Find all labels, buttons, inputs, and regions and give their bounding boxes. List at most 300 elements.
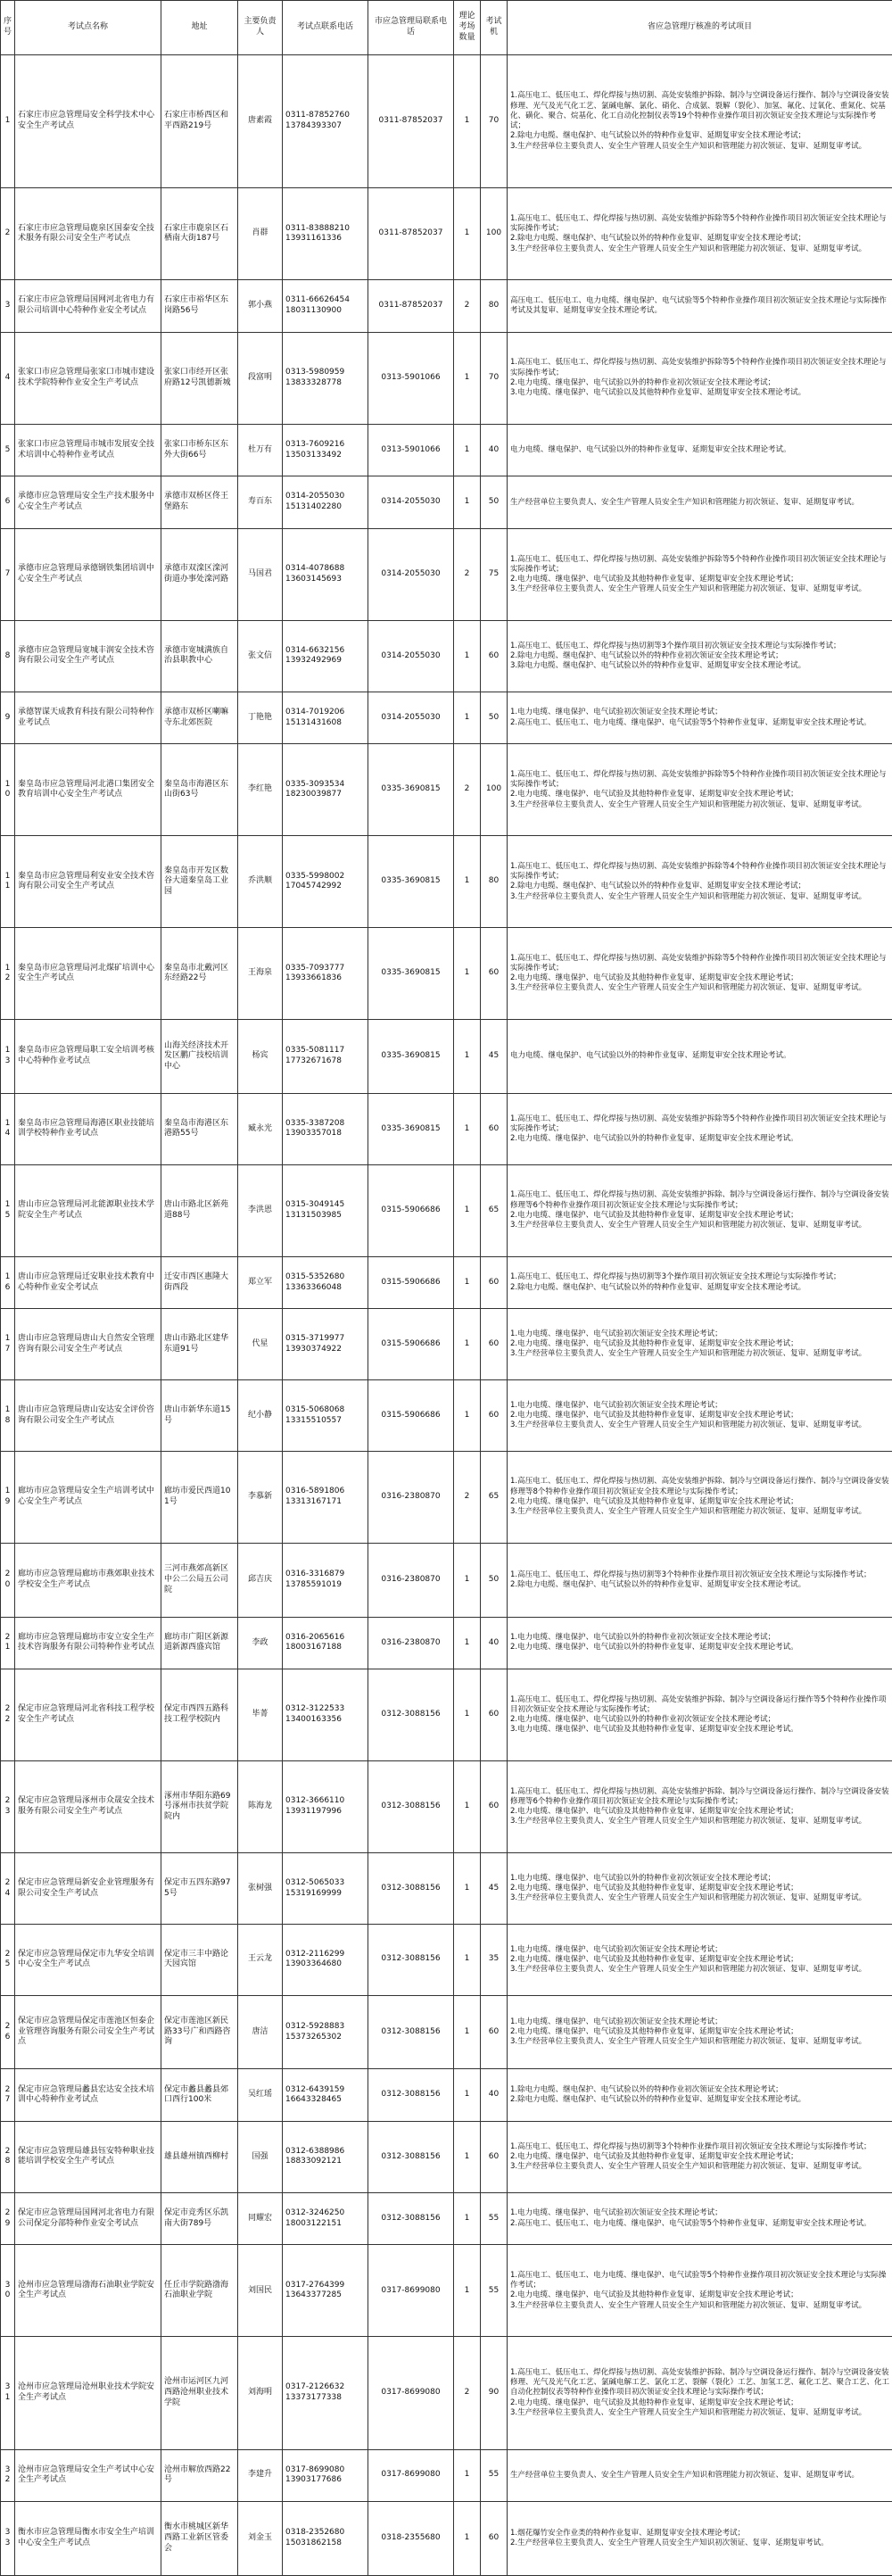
cell-person: 吴红瑶 <box>238 2069 283 2122</box>
cell-pc-count: 65 <box>481 1164 508 1256</box>
cell-city-phone: 0317-8699080 <box>368 2449 454 2502</box>
cell-person: 李建升 <box>238 2449 283 2502</box>
cell-site-name: 秦皇岛市应急管理局河北煤矿培训中心安全生产考试点 <box>15 928 161 1020</box>
cell-no: 30 <box>1 2245 15 2337</box>
cell-exam-items: 生产经营单位主要负责人、安全生产管理人员安全生产知识和管理能力初次领证、复审、延期复审考试。 <box>508 476 892 529</box>
cell-room-count: 2 <box>454 744 481 836</box>
cell-site-name: 石家庄市应急管理局国网河北省电力有限公司培训中心特种作业安全考试点 <box>15 280 161 333</box>
cell-person: 唐洁 <box>238 1995 283 2069</box>
table-body <box>1 55 892 2576</box>
table-row <box>1 2245 892 2337</box>
cell-person: 马国君 <box>238 528 283 620</box>
table-row <box>1 1995 892 2069</box>
cell-no: 20 <box>1 1543 15 1617</box>
cell-room-count: 1 <box>454 424 481 476</box>
cell-pc-count: 75 <box>481 528 508 620</box>
cell-pc-count: 55 <box>481 2245 508 2337</box>
table-row <box>1 1669 892 1761</box>
cell-exam-items: 电力电缆、继电保护、电气试验以外的特种作业复审、延期复审安全技术理论考试。 <box>508 1020 892 1094</box>
cell-city-phone: 0316-2380870 <box>368 1543 454 1617</box>
cell-room-count: 1 <box>454 1995 481 2069</box>
cell-pc-count: 45 <box>481 1020 508 1094</box>
header-site-name: 考试点名称 <box>15 1 161 55</box>
cell-exam-items: 1.电力电缆、继电保护、电气试验初次领证安全技术理论考试； 2.电力电缆、继电保护、电气试验及其他特种作业复审、延期复审安全技术理论考试； 3.生产经营单位主要负责人、安全生产管理人员安全生产知识和管理能力初次领证、复审、延期复审考试。 <box>508 1995 892 2069</box>
cell-room-count: 1 <box>454 1669 481 1761</box>
cell-city-phone: 0314-2055030 <box>368 692 454 744</box>
cell-pc-count: 50 <box>481 476 508 529</box>
cell-site-phone: 0314-6632156 13932492969 <box>283 620 368 692</box>
cell-person: 杜万有 <box>238 424 283 476</box>
cell-city-phone: 0312-3088156 <box>368 1761 454 1853</box>
cell-pc-count: 35 <box>481 1924 508 1995</box>
cell-person: 刘国民 <box>238 2245 283 2337</box>
cell-site-name: 保定市应急管理局雄县钰安特种职业技能培训学校安全生产考试点 <box>15 2122 161 2193</box>
cell-site-phone: 0311-66626454 18031130900 <box>283 280 368 333</box>
cell-city-phone: 0317-8699080 <box>368 2245 454 2337</box>
cell-person: 刘海明 <box>238 2337 283 2449</box>
cell-exam-items: 1.烟花爆竹安全作业类的特种作业复审、延期复审安全技术理论考试； 2.生产经营单位主要负责人、安全生产管理人员安全生产知识初次领证、复审、延期复审考试。 <box>508 2502 892 2576</box>
header-exam-items: 省应急管理厅核准的考试项目 <box>508 1 892 55</box>
cell-site-name: 秦皇岛市应急管理局海港区职业技能培训学校特种作业考试点 <box>15 1093 161 1164</box>
cell-no: 2 <box>1 188 15 280</box>
table-row <box>1 2337 892 2449</box>
cell-site-phone: 0312-3246250 18003122151 <box>283 2192 368 2245</box>
cell-site-name: 承德市应急管理局承德钢铁集团培训中心安全生产考试点 <box>15 528 161 620</box>
cell-room-count: 1 <box>454 928 481 1020</box>
cell-pc-count: 55 <box>481 2192 508 2245</box>
cell-exam-items: 1.电力电缆、继电保护、电气试验初次领证安全技术理论考试； 2.电力电缆、继电保护、电气试验及其他特种作业复审、延期复审安全技术理论考试； 3.生产经营单位主要负责人、安全生产管理人员安全生产知识和管理能力初次领证、复审、延期复审考试。 <box>508 1309 892 1380</box>
table-row <box>1 836 892 928</box>
cell-address: 张家口市桥东区东外大街66号 <box>161 424 238 476</box>
table-row <box>1 188 892 280</box>
cell-room-count: 1 <box>454 188 481 280</box>
cell-exam-items: 1.高压电工、低压电工、焊化焊接与热切割等3个特种作业操作项目初次领证安全技术理论与实际操作考试； 2.电力电缆、继电保护、电气试验及其他特种作业复审、延期复审安全技术理论考试； 3.生产经营单位主要负责人、安全生产管理人员安全生产知识和管理能力初次领证、复审、延期复审考试。 <box>508 2122 892 2193</box>
cell-no: 16 <box>1 1256 15 1309</box>
cell-person: 邱吉庆 <box>238 1543 283 1617</box>
cell-site-phone: 0314-4078688 13603145693 <box>283 528 368 620</box>
cell-exam-items: 1.高压电工、低压电工、焊化焊接与热切割等3个操作项目初次领证安全技术理论与实际操作考试； 2.除电力电缆、继电保护、电气试验以外的特种作业复审、延期复审安全技术理论考试。 <box>508 1256 892 1309</box>
cell-site-name: 保定市应急管理局蠡县宏达安全技术培训中心特种作业考试点 <box>15 2069 161 2122</box>
cell-site-phone: 0316-3316879 13785591019 <box>283 1543 368 1617</box>
header-person: 主要负责人 <box>238 1 283 55</box>
cell-exam-items: 1.高压电工、低压电工、焊化焊接与热切割、高处安装维护拆除等5个特种作业操作项目初次领证安全技术理论与实际操作考试； 2.电力电缆、继电保护、电气试验及其他特种作业复审、延期复审安全技术理论考试； 3.生产经营单位主要负责人、安全生产管理人员安全生产知识和管理能力初次领证、复审、延期复审考试。 <box>508 528 892 620</box>
cell-person: 肖群 <box>238 188 283 280</box>
cell-city-phone: 0314-2055030 <box>368 476 454 529</box>
cell-city-phone: 0312-3088156 <box>368 1995 454 2069</box>
cell-site-phone: 0317-2764399 13643377285 <box>283 2245 368 2337</box>
cell-no: 15 <box>1 1164 15 1256</box>
cell-site-name: 承德智谋天成教育科技有限公司特种作业考试点 <box>15 692 161 744</box>
cell-site-phone: 0317-2126632 13373177338 <box>283 2337 368 2449</box>
cell-room-count: 1 <box>454 55 481 188</box>
cell-pc-count: 55 <box>481 2449 508 2502</box>
cell-person: 刘金玉 <box>238 2502 283 2576</box>
cell-person: 毕菁 <box>238 1669 283 1761</box>
table-row <box>1 1164 892 1256</box>
cell-address: 保定市三丰中路论天园宾馆 <box>161 1924 238 1995</box>
cell-pc-count: 100 <box>481 188 508 280</box>
cell-pc-count: 60 <box>481 1761 508 1853</box>
cell-person: 杨宾 <box>238 1020 283 1094</box>
cell-no: 6 <box>1 476 15 529</box>
table-row <box>1 1761 892 1853</box>
cell-city-phone: 0335-3690815 <box>368 1020 454 1094</box>
cell-pc-count: 60 <box>481 1669 508 1761</box>
table-row <box>1 1853 892 1925</box>
cell-site-name: 保定市应急管理局国网河北省电力有限公司保定分部特种作业安全考试点 <box>15 2192 161 2245</box>
cell-no: 3 <box>1 280 15 333</box>
cell-pc-count: 70 <box>481 332 508 424</box>
cell-exam-items: 1.高压电工、低压电工、焊化焊接与热切割、高处安装维护拆除等5个特种作业操作项目初次领证安全技术理论与实际操作考试； 2.电力电缆、继电保护、电气试验以外的特种作业复审、延期复审安全技术理论考试。 <box>508 1093 892 1164</box>
cell-room-count: 1 <box>454 1309 481 1380</box>
cell-pc-count: 60 <box>481 2122 508 2193</box>
cell-room-count: 2 <box>454 1451 481 1543</box>
cell-address: 石家庄市鹿泉区石栖南大街187号 <box>161 188 238 280</box>
cell-address: 唐山市新华东道15号 <box>161 1380 238 1452</box>
cell-pc-count: 60 <box>481 2502 508 2576</box>
cell-address: 涿州市华阳东路69号涿州市扶贫学院院内 <box>161 1761 238 1853</box>
cell-no: 7 <box>1 528 15 620</box>
cell-pc-count: 60 <box>481 928 508 1020</box>
cell-room-count: 1 <box>454 2122 481 2193</box>
cell-site-phone: 0313-7609216 13503133492 <box>283 424 368 476</box>
cell-no: 31 <box>1 2337 15 2449</box>
cell-no: 26 <box>1 1995 15 2069</box>
cell-site-name: 张家口市应急管理局市城市发展安全技术培训中心特种作业考试点 <box>15 424 161 476</box>
cell-room-count: 2 <box>454 280 481 333</box>
cell-exam-items: 1.高压电工、低压电工、焊化焊接与热切割、高处安装维护拆除等5个特种作业操作项目初次领证安全技术理论与实际操作考试； 2.电力电缆、继电保护、电气试验及其他特种作业复审、延期复审安全技术理论考试； 3.生产经营单位主要负责人、安全生产管理人员安全生产知识和管理能力初次领证、复审、延期复审考试。 <box>508 744 892 836</box>
cell-room-count: 1 <box>454 1020 481 1094</box>
table-row <box>1 424 892 476</box>
cell-room-count: 1 <box>454 1256 481 1309</box>
cell-person: 段富明 <box>238 332 283 424</box>
table-row <box>1 476 892 529</box>
cell-city-phone: 0313-5901066 <box>368 332 454 424</box>
cell-site-phone: 0312-5928883 15373265302 <box>283 1995 368 2069</box>
cell-exam-items: 1.高压电工、低压电工、电力电缆、继电保护、电气试验等5个特种作业操作项目初次领证安全技术理论与实际操作考试； 2.电力电缆、继电保护、电气试验及其他特种作业复审、延期复审安全技术理论考试； 3.生产经营单位主要负责人、安全生产管理人员安全生产知识和管理能力初次领证、复审、延期复审考试。 <box>508 2245 892 2337</box>
cell-site-name: 秦皇岛市应急管理局职工安全培训考核中心特种作业考试点 <box>15 1020 161 1094</box>
cell-address: 廊坊市广阳区新源道新源西盛宾馆 <box>161 1617 238 1669</box>
cell-person: 代星 <box>238 1309 283 1380</box>
cell-site-name: 保定市应急管理局河北省科技工程学校安全生产考试点 <box>15 1669 161 1761</box>
table-row <box>1 692 892 744</box>
cell-pc-count: 80 <box>481 836 508 928</box>
cell-site-phone: 0312-3666110 13931197996 <box>283 1761 368 1853</box>
cell-city-phone: 0312-3088156 <box>368 1669 454 1761</box>
table-row <box>1 55 892 188</box>
cell-address: 石家庄市桥西区和平西路219号 <box>161 55 238 188</box>
cell-exam-items: 1.高压电工、低压电工、焊化焊接与热切割等3个特种作业操作项目初次领证安全技术理论与实际操作考试； 2.除电力电缆、继电保护、电气试验以外的特种作业复审、延期复审安全技术理论考试。 <box>508 1543 892 1617</box>
table-row <box>1 1256 892 1309</box>
cell-no: 4 <box>1 332 15 424</box>
cell-site-phone: 0316-5891806 13313167171 <box>283 1451 368 1543</box>
cell-site-phone: 0311-83888210 13931161336 <box>283 188 368 280</box>
table-row <box>1 1093 892 1164</box>
cell-city-phone: 0312-3088156 <box>368 1924 454 1995</box>
table-row <box>1 1451 892 1543</box>
cell-no: 17 <box>1 1309 15 1380</box>
cell-address: 承德市宽城满族自治县职教中心 <box>161 620 238 692</box>
cell-address: 秦皇岛市海港区东港路55号 <box>161 1093 238 1164</box>
cell-exam-items: 1.高压电工、低压电工、焊化焊接与热切割、高处安装维护拆除、制冷与空调设备运行操作、制冷与空调设备安装修理、光气及光气化工艺、氯碱电解、氯化、硝化、合成氨、裂解（裂化）、加氢、氟化、过氧化、重氮化、烷基化、磺化、聚合、烷基化、化工自动化控制仪表等19个特种作业操作项目初次领证安全技术理论与实际操作考试； 2.除电力电缆、继电保护、电气试验以外的特种作业复审、延期复审安全技术理论考试； 3.生产经营单位主要负责人、安全生产管理人员安全生产知识和管理能力初次领证、复审、延期复审考试。 <box>508 55 892 188</box>
cell-address: 保定市五四东路975号 <box>161 1853 238 1925</box>
cell-site-phone: 0315-5068068 13315510557 <box>283 1380 368 1452</box>
cell-person: 纪小静 <box>238 1380 283 1452</box>
cell-address: 迁安市西区惠隆大街西段 <box>161 1256 238 1309</box>
cell-address: 保定市莲池区新民路33号广和西路咨询 <box>161 1995 238 2069</box>
cell-address: 承德市双滦区滦河街道办事处滦河路 <box>161 528 238 620</box>
cell-person: 臧永光 <box>238 1093 283 1164</box>
cell-site-phone: 0312-6388986 18833092121 <box>283 2122 368 2193</box>
cell-site-phone: 0312-2116299 13903364680 <box>283 1924 368 1995</box>
cell-address: 保定市竞秀区乐凯南大街789号 <box>161 2192 238 2245</box>
cell-city-phone: 0335-3690815 <box>368 744 454 836</box>
cell-person: 李慕新 <box>238 1451 283 1543</box>
cell-room-count: 1 <box>454 476 481 529</box>
cell-site-phone: 0318-2352680 15031862158 <box>283 2502 368 2576</box>
cell-site-name: 保定市应急管理局保定市莲池区恒泰企业管理咨询服务有限公司安全生产考试点 <box>15 1995 161 2069</box>
cell-address: 承德市双桥区佟王堡路东 <box>161 476 238 529</box>
cell-pc-count: 60 <box>481 1309 508 1380</box>
cell-site-phone: 0312-5065033 15319169999 <box>283 1853 368 1925</box>
cell-exam-items: 高压电工、低压电工、电力电缆、继电保护、电气试验等5个特种作业操作项目初次领证安全技术理论与实际操作考试及其复审、延期复审安全技术理论考试。 <box>508 280 892 333</box>
header-site-phone: 考试点联系电话 <box>283 1 368 55</box>
table-row <box>1 1543 892 1617</box>
header-no: 序号 <box>1 1 15 55</box>
cell-site-phone: 0311-87852760 13784393307 <box>283 55 368 188</box>
cell-city-phone: 0315-5906686 <box>368 1164 454 1256</box>
cell-room-count: 1 <box>454 620 481 692</box>
cell-no: 27 <box>1 2069 15 2122</box>
cell-pc-count: 45 <box>481 1853 508 1925</box>
cell-no: 22 <box>1 1669 15 1761</box>
cell-no: 13 <box>1 1020 15 1094</box>
cell-room-count: 1 <box>454 2192 481 2245</box>
cell-site-phone: 0312-6439159 16643328465 <box>283 2069 368 2122</box>
cell-room-count: 1 <box>454 1164 481 1256</box>
cell-city-phone: 0335-3690815 <box>368 836 454 928</box>
cell-no: 14 <box>1 1093 15 1164</box>
cell-pc-count: 40 <box>481 424 508 476</box>
cell-city-phone: 0313-5901066 <box>368 424 454 476</box>
cell-site-phone: 0312-3122533 13400163356 <box>283 1669 368 1761</box>
table-row <box>1 1380 892 1452</box>
cell-exam-items: 1.高压电工、低压电工、焊化焊接与热切割、高处安装维护拆除等5个特种作业操作项目初次领证安全技术理论与实际操作考试； 2.除电力电缆、继电保护、电气试验以外的特种作业复审、延期复审安全技术理论考试； 3.生产经营单位主要负责人、安全生产管理人员安全生产知识和管理能力初次领证、复审、延期复审考试。 <box>508 188 892 280</box>
cell-site-name: 承德市应急管理局安全生产技术服务中心安全生产考试点 <box>15 476 161 529</box>
table-row <box>1 2069 892 2122</box>
cell-site-name: 唐山市应急管理局唐山安达安全评价咨询有限公司安全生产考试点 <box>15 1380 161 1452</box>
table-row <box>1 1617 892 1669</box>
cell-site-phone: 0335-3387208 13903357018 <box>283 1093 368 1164</box>
table-row <box>1 280 892 333</box>
cell-exam-items: 1.高压电工、低压电工、焊化焊接与热切割、高处安装维护拆除等5个特种作业操作项目初次领证安全技术理论与实际操作考试； 2.电力电缆、继电保护、电气试验以外的特种作业初次领证安全技术理论考试； 3.电力电缆、继电保护、电气试验以及其他特种作业复审、延期复审安全技术理论考试。 <box>508 332 892 424</box>
cell-address: 沧州市运河区九河西路沧州职业技术学院 <box>161 2337 238 2449</box>
cell-person: 国强 <box>238 2122 283 2193</box>
cell-city-phone: 0311-87852037 <box>368 280 454 333</box>
cell-site-name: 衡水市应急管理局衡水市安全生产培训中心安全生产考试点 <box>15 2502 161 2576</box>
cell-person: 唐素霞 <box>238 55 283 188</box>
cell-site-phone: 0314-7019206 15131431608 <box>283 692 368 744</box>
cell-exam-items: 1.高压电工、低压电工、焊化焊接与热切割、高处安装维护拆除等4个特种作业操作项目初次领证安全技术理论与实际操作考试； 2.除电力电缆、继电保护、电气试验以外的特种作业复审、延期复审安全技术理论考试； 3.生产经营单位主要负责人、安全生产管理人员安全生产知识和管理能力初次领证、复审、延期复审考试。 <box>508 836 892 928</box>
cell-room-count: 1 <box>454 1617 481 1669</box>
cell-no: 33 <box>1 2502 15 2576</box>
cell-no: 5 <box>1 424 15 476</box>
cell-person: 陈海龙 <box>238 1761 283 1853</box>
cell-room-count: 1 <box>454 2245 481 2337</box>
cell-site-phone: 0314-2055030 15131402280 <box>283 476 368 529</box>
table-row <box>1 1309 892 1380</box>
cell-no: 24 <box>1 1853 15 1925</box>
cell-address: 衡水市桃城区新华西路工业新区管委会 <box>161 2502 238 2576</box>
table-row <box>1 1924 892 1995</box>
cell-address: 唐山市路北区新苑道88号 <box>161 1164 238 1256</box>
table-row <box>1 2449 892 2502</box>
cell-exam-items: 1.电力电缆、继电保护、电气试验初次领证安全技术理论考试； 2.电力电缆、继电保护、电气试验及其他特种作业复审、延期复审安全技术理论考试； 3.生产经营单位主要负责人、安全生产管理人员安全生产知识和管理能力初次领证、复审、延期复审考试。 <box>508 1380 892 1452</box>
cell-address: 三河市燕郊高新区中公二公局五公司院 <box>161 1543 238 1617</box>
cell-exam-items: 1.电力电缆、继电保护、电气试验以外的特种作业初次领证安全技术理论考试； 2.电力电缆、继电保护、电气试验及其他特种作业复审、延期复审安全技术理论考试； 3.生产经营单位主要负责人、安全生产管理人员安全生产知识和管理能力初次领证、复审、延期复审考试。 <box>508 1853 892 1925</box>
cell-city-phone: 0312-3088156 <box>368 1853 454 1925</box>
cell-site-name: 张家口市应急管理局张家口市城市建设技术学院特种作业安全生产考试点 <box>15 332 161 424</box>
cell-pc-count: 90 <box>481 2337 508 2449</box>
cell-exam-items: 1.电力电缆、继电保护、电气试验初次领证安全技术理论考试； 2.电力电缆、继电保护、电气试验及其他特种作业复审、延期复审安全技术理论考试； 3.生产经营单位主要负责人、安全生产管理人员安全生产知识和管理能力初次领证、复审、延期复审考试。 <box>508 1924 892 1995</box>
cell-city-phone: 0314-2055030 <box>368 528 454 620</box>
cell-person: 张文信 <box>238 620 283 692</box>
cell-exam-items: 1.电力电缆、继电保护、电气试验以外的特种作业初次领证安全技术理论考试； 2.电力电缆、继电保护、电气试验以外的特种作业复审、延期复审安全技术理论考试。 <box>508 1617 892 1669</box>
cell-room-count: 1 <box>454 1853 481 1925</box>
cell-pc-count: 60 <box>481 620 508 692</box>
cell-room-count: 1 <box>454 1543 481 1617</box>
cell-person: 同耀宏 <box>238 2192 283 2245</box>
table-row <box>1 928 892 1020</box>
cell-site-name: 石家庄市应急管理局安全科学技术中心安全生产考试点 <box>15 55 161 188</box>
cell-city-phone: 0314-2055030 <box>368 620 454 692</box>
cell-site-phone: 0335-5081117 17732671678 <box>283 1020 368 1094</box>
cell-exam-items: 生产经营单位主要负责人、安全生产管理人员安全生产知识和管理能力初次领证、复审、延期复审考试。 <box>508 2449 892 2502</box>
header-pc-count: 考试机 <box>481 1 508 55</box>
cell-person: 丁艳艳 <box>238 692 283 744</box>
table-row <box>1 332 892 424</box>
cell-address: 张家口市经开区张府路12号凯德新城 <box>161 332 238 424</box>
cell-room-count: 1 <box>454 836 481 928</box>
cell-room-count: 1 <box>454 1924 481 1995</box>
cell-exam-items: 1.高压电工、低压电工、焊化焊接与热切割、高处安装维护拆除、制冷与空调设备运行操作、制冷与空调设备安装修理等6个特种作业操作项目初次领证安全技术理论与实际操作考试； 2.电力电缆、继电保护、电气试验及其他特种作业复审、延期复审安全技术理论考试； 3.生产经营单位主要负责人、安全生产管理人员安全生产知识和管理能力初次领证、复审、延期复审考试。 <box>508 1761 892 1853</box>
cell-room-count: 1 <box>454 332 481 424</box>
cell-address: 承德市双桥区喇嘛寺东北郊医院 <box>161 692 238 744</box>
cell-address: 保定市蠡县蠡县郊口西行100米 <box>161 2069 238 2122</box>
cell-person: 李政 <box>238 1617 283 1669</box>
cell-room-count: 1 <box>454 692 481 744</box>
cell-person: 王海泉 <box>238 928 283 1020</box>
cell-city-phone: 0312-3088156 <box>368 2122 454 2193</box>
cell-exam-items: 1.高压电工、低压电工、焊化焊接与热切割、高处安装维护拆除、制冷与空调设备运行操作、制冷与空调设备安装修理、光气及光气化工艺、氯碱电解工艺、氯化工艺、裂解（裂化）工艺、加氢工艺、氟化工艺、聚合工艺、化工自动化控制仪表等特种作业操作项目初次领证安全技术理论与实际操作考试； 2.电力电缆、继电保护、电气试验及其他特种作业复审、延期复审安全技术理论考试； 3.生产经营单位主要负责人、安全生产管理人员安全生产知识和管理能力初次领证、复审、延期复审考试。 <box>508 2337 892 2449</box>
cell-person: 李红艳 <box>238 744 283 836</box>
cell-exam-items: 1.高压电工、低压电工、焊化焊接与热切割、高处安装维护拆除、制冷与空调设备运行操作、制冷与空调设备安装修理等6个特种作业操作项目初次领证安全技术理论与实际操作考试； 2.电力电缆、继电保护、电气试验及其他特种作业复审、延期复审安全技术理论考试； 3.生产经营单位主要负责人、安全生产管理人员安全生产知识和管理能力初次领证、复审、延期复审考试。 <box>508 1164 892 1256</box>
cell-no: 12 <box>1 928 15 1020</box>
cell-site-name: 廊坊市应急管理局廊坊市安立安全生产技术咨询服务有限公司特种作业考试点 <box>15 1617 161 1669</box>
cell-exam-items: 1.高压电工、低压电工、焊化焊接与热切割、高处安装维护拆除、制冷与空调设备运行操作、制冷与空调设备安装修理等8个特种作业操作项目初次领证安全技术理论与实际操作考试； 2.电力电缆、继电保护、电气试验及其他特种作业复审、延期复审安全技术理论考试； 3.生产经营单位主要负责人、安全生产管理人员安全生产知识和管理能力初次领证、复审、延期复审考试。 <box>508 1451 892 1543</box>
cell-person: 乔洪顺 <box>238 836 283 928</box>
cell-person: 郭小燕 <box>238 280 283 333</box>
cell-site-phone: 0316-2065616 18003167188 <box>283 1617 368 1669</box>
header-room-count: 理论考场数量 <box>454 1 481 55</box>
cell-pc-count: 70 <box>481 55 508 188</box>
cell-site-phone: 0335-5998002 17045742992 <box>283 836 368 928</box>
cell-site-name: 秦皇岛市应急管理局河北港口集团安全教育培训中心安全生产考试点 <box>15 744 161 836</box>
cell-no: 28 <box>1 2122 15 2193</box>
cell-exam-items: 1.高压电工、低压电工、焊化焊接与热切割、高处安装维护拆除、制冷与空调设备运行操作等5个特种作业操作项目初次领证安全技术理论与实际操作考试； 2.电力电缆、继电保护、电气试验以外的特种作业初次领证安全技术理论考试； 3.电力电缆、继电保护、电气试验及其他特种作业复审、延期复审安全技术理论考试。 <box>508 1669 892 1761</box>
cell-city-phone: 0312-3088156 <box>368 2069 454 2122</box>
cell-site-name: 唐山市应急管理局唐山大自然安全管理咨询有限公司安全生产考试点 <box>15 1309 161 1380</box>
cell-exam-items: 1.除电力电缆、继电保护、电气试验以外的特种作业初次领证安全技术理论考试； 2.除电力电缆、继电保护、电气试验以外的特种作业复审、延期复审安全技术理论考试。 <box>508 2069 892 2122</box>
cell-address: 秦皇岛市开发区数谷大道秦皇岛工业园 <box>161 836 238 928</box>
cell-no: 8 <box>1 620 15 692</box>
cell-city-phone: 0318-2355680 <box>368 2502 454 2576</box>
cell-person: 王云龙 <box>238 1924 283 1995</box>
cell-pc-count: 60 <box>481 1093 508 1164</box>
cell-no: 10 <box>1 744 15 836</box>
cell-city-phone: 0315-5906686 <box>368 1380 454 1452</box>
cell-site-name: 承德市应急管理局宽城丰润安全技术咨询有限公司安全生产考试点 <box>15 620 161 692</box>
cell-site-phone: 0315-3049145 13131503985 <box>283 1164 368 1256</box>
cell-no: 23 <box>1 1761 15 1853</box>
cell-pc-count: 60 <box>481 1380 508 1452</box>
cell-site-name: 唐山市应急管理局迁安职业技术教育中心特种作业安全考试点 <box>15 1256 161 1309</box>
cell-city-phone: 0317-8699080 <box>368 2337 454 2449</box>
cell-no: 9 <box>1 692 15 744</box>
cell-address: 秦皇岛市海港区东山街63号 <box>161 744 238 836</box>
cell-exam-items: 电力电缆、继电保护、电气试验以外的特种作业复审、延期复审安全技术理论考试。 <box>508 424 892 476</box>
header-city-phone: 市应急管理局联系电话 <box>368 1 454 55</box>
cell-site-phone: 0335-3093534 18230039877 <box>283 744 368 836</box>
table-row <box>1 528 892 620</box>
cell-room-count: 2 <box>454 2337 481 2449</box>
cell-person: 郑立军 <box>238 1256 283 1309</box>
cell-pc-count: 50 <box>481 692 508 744</box>
cell-city-phone: 0316-2380870 <box>368 1451 454 1543</box>
cell-address: 沧州市解放西路22号 <box>161 2449 238 2502</box>
table-header <box>1 1 892 55</box>
cell-site-name: 廊坊市应急管理局廊坊市燕郊职业技术学校安全生产考试点 <box>15 1543 161 1617</box>
cell-address: 秦皇岛市北戴河区东经路22号 <box>161 928 238 1020</box>
cell-address: 山海关经济技术开发区鹏广技校培训中心 <box>161 1020 238 1094</box>
cell-pc-count: 60 <box>481 1256 508 1309</box>
cell-city-phone: 0315-5906686 <box>368 1256 454 1309</box>
table-row <box>1 2192 892 2245</box>
cell-address: 任丘市学院路渤海石油职业学院 <box>161 2245 238 2337</box>
cell-pc-count: 80 <box>481 280 508 333</box>
cell-room-count: 1 <box>454 1761 481 1853</box>
cell-room-count: 1 <box>454 2449 481 2502</box>
table-row <box>1 620 892 692</box>
cell-site-name: 石家庄市应急管理局鹿泉区国泰安全技术服务有限公司安全生产考试点 <box>15 188 161 280</box>
header-address: 地址 <box>161 1 238 55</box>
cell-city-phone: 0335-3690815 <box>368 928 454 1020</box>
cell-city-phone: 0316-2380870 <box>368 1617 454 1669</box>
cell-no: 1 <box>1 55 15 188</box>
table-row <box>1 2122 892 2193</box>
cell-room-count: 1 <box>454 1380 481 1452</box>
cell-site-phone: 0317-8699080 13903177686 <box>283 2449 368 2502</box>
cell-address: 保定市西四五路科技工程学校院内 <box>161 1669 238 1761</box>
cell-person: 张树强 <box>238 1853 283 1925</box>
cell-person: 寿百东 <box>238 476 283 529</box>
cell-pc-count: 65 <box>481 1451 508 1543</box>
cell-pc-count: 100 <box>481 744 508 836</box>
cell-no: 18 <box>1 1380 15 1452</box>
cell-exam-items: 1.高压电工、低压电工、焊化焊接与热切割等3个操作项目初次领证安全技术理论与实际操作考试； 2.除电力电缆、继电保护、电气试验以外的特种作业初次领证安全技术理论考试； 3.除电力电缆、继电保护、电气试验以外的特种作业复审、延期复审安全技术理论考试。 <box>508 620 892 692</box>
table-row <box>1 744 892 836</box>
cell-pc-count: 50 <box>481 1543 508 1617</box>
